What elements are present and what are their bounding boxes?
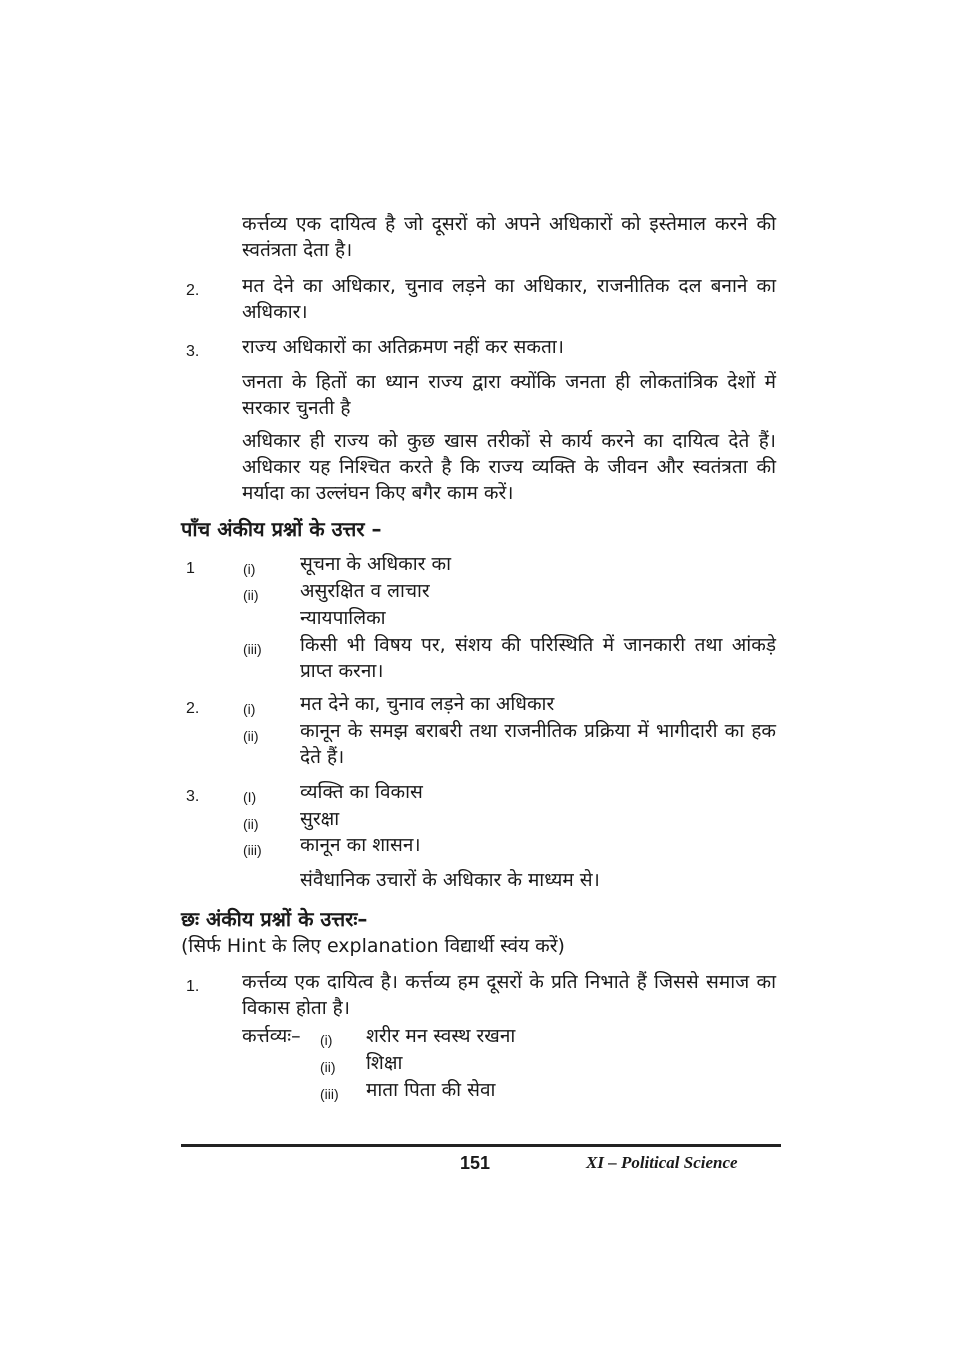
duty-item: शरीर मन स्वस्थ रखना bbox=[366, 1025, 516, 1047]
answer-text: कानून का शासन। bbox=[300, 834, 421, 856]
sub-label: (ii) bbox=[243, 587, 259, 603]
footer-subject: XI – Political Science bbox=[586, 1153, 738, 1172]
question-number: 1. bbox=[186, 978, 200, 995]
answer-note: संवैधानिक उचारों के अधिकार के माध्यम से। bbox=[300, 869, 600, 891]
answer-text: कर्त्तव्य एक दायित्व है। कर्त्तव्य हम दूसरों के प्रति निभाते हैं जिससे समाज का विकास होता है। bbox=[242, 971, 776, 1019]
sub-label: (iii) bbox=[320, 1086, 339, 1102]
section-heading: छः अंकीय प्रश्नों के उत्तरः– bbox=[181, 907, 368, 931]
sub-label: (i) bbox=[243, 701, 256, 717]
answer-text: किसी भी विषय पर, संशय की परिस्थिति में जानकारी तथा आंकड़े प्राप्त करना। bbox=[300, 634, 776, 682]
sub-label: (I) bbox=[243, 789, 257, 805]
sub-label: (i) bbox=[243, 561, 256, 577]
duty-item: माता पिता की सेवा bbox=[366, 1079, 496, 1101]
duty-item: शिक्षा bbox=[366, 1052, 403, 1074]
answer-text: सूचना के अधिकार का bbox=[300, 553, 452, 575]
answer-text: मत देने का, चुनाव लड़ने का अधिकार bbox=[300, 693, 555, 715]
section-subheading: (सिर्फ Hint के लिए explanation विद्यार्थी स्वंय करें) bbox=[181, 935, 565, 957]
question-number: 3. bbox=[186, 788, 200, 805]
duties-label: कर्त्तव्यः– bbox=[242, 1025, 301, 1047]
answer-text: व्यक्ति का विकास bbox=[300, 781, 423, 803]
item-number: 2. bbox=[186, 282, 200, 299]
answer-text: कानून के समझ बराबरी तथा राजनीतिक प्रक्रिया में भागीदारी का हक देते हैं। bbox=[300, 720, 776, 768]
item-text: मत देने का अधिकार, चुनाव लड़ने का अधिकार, राजनीतिक दल बनाने का अधिकार। bbox=[242, 275, 776, 323]
answer-text: असुरक्षित व लाचार bbox=[300, 580, 430, 602]
footer-rule bbox=[181, 1144, 781, 1147]
sub-label: (iii) bbox=[243, 842, 262, 858]
section-heading: पाँच अंकीय प्रश्नों के उत्तर – bbox=[181, 517, 382, 541]
duty-definition-paragraph: कर्त्तव्य एक दायित्व है जो दूसरों को अपने अधिकारों को इस्तेमाल करने की स्वतंत्रता देता है। bbox=[242, 213, 776, 261]
rights-paragraph: अधिकार ही राज्य को कुछ खास तरीकों से कार्य करने का दायित्व देते हैं। अधिकार यह निश्चित करते है कि राज्य व्यक्ति के जीवन और स्वतंत्रता की मर्यादा का उल्लंघन किए बगैर काम करें। bbox=[242, 430, 776, 504]
page-number: 151 bbox=[460, 1153, 491, 1173]
public-interest-paragraph: जनता के हितों का ध्यान राज्य द्वारा क्योंकि जनता ही लोकतांत्रिक देशों में सरकार चुनती है bbox=[242, 371, 776, 419]
item-number: 3. bbox=[186, 343, 200, 360]
sub-label: (ii) bbox=[243, 728, 259, 744]
sub-label: (i) bbox=[320, 1032, 333, 1048]
sub-label: (ii) bbox=[320, 1059, 336, 1075]
sub-label: (ii) bbox=[243, 816, 259, 832]
question-number: 2. bbox=[186, 700, 200, 717]
answer-text: न्यायपालिका bbox=[300, 607, 386, 629]
item-text: राज्य अधिकारों का अतिक्रमण नहीं कर सकता। bbox=[242, 336, 564, 358]
sub-label: (iii) bbox=[243, 641, 262, 657]
answer-text: सुरक्षा bbox=[300, 808, 340, 830]
question-number: 1 bbox=[186, 560, 195, 577]
